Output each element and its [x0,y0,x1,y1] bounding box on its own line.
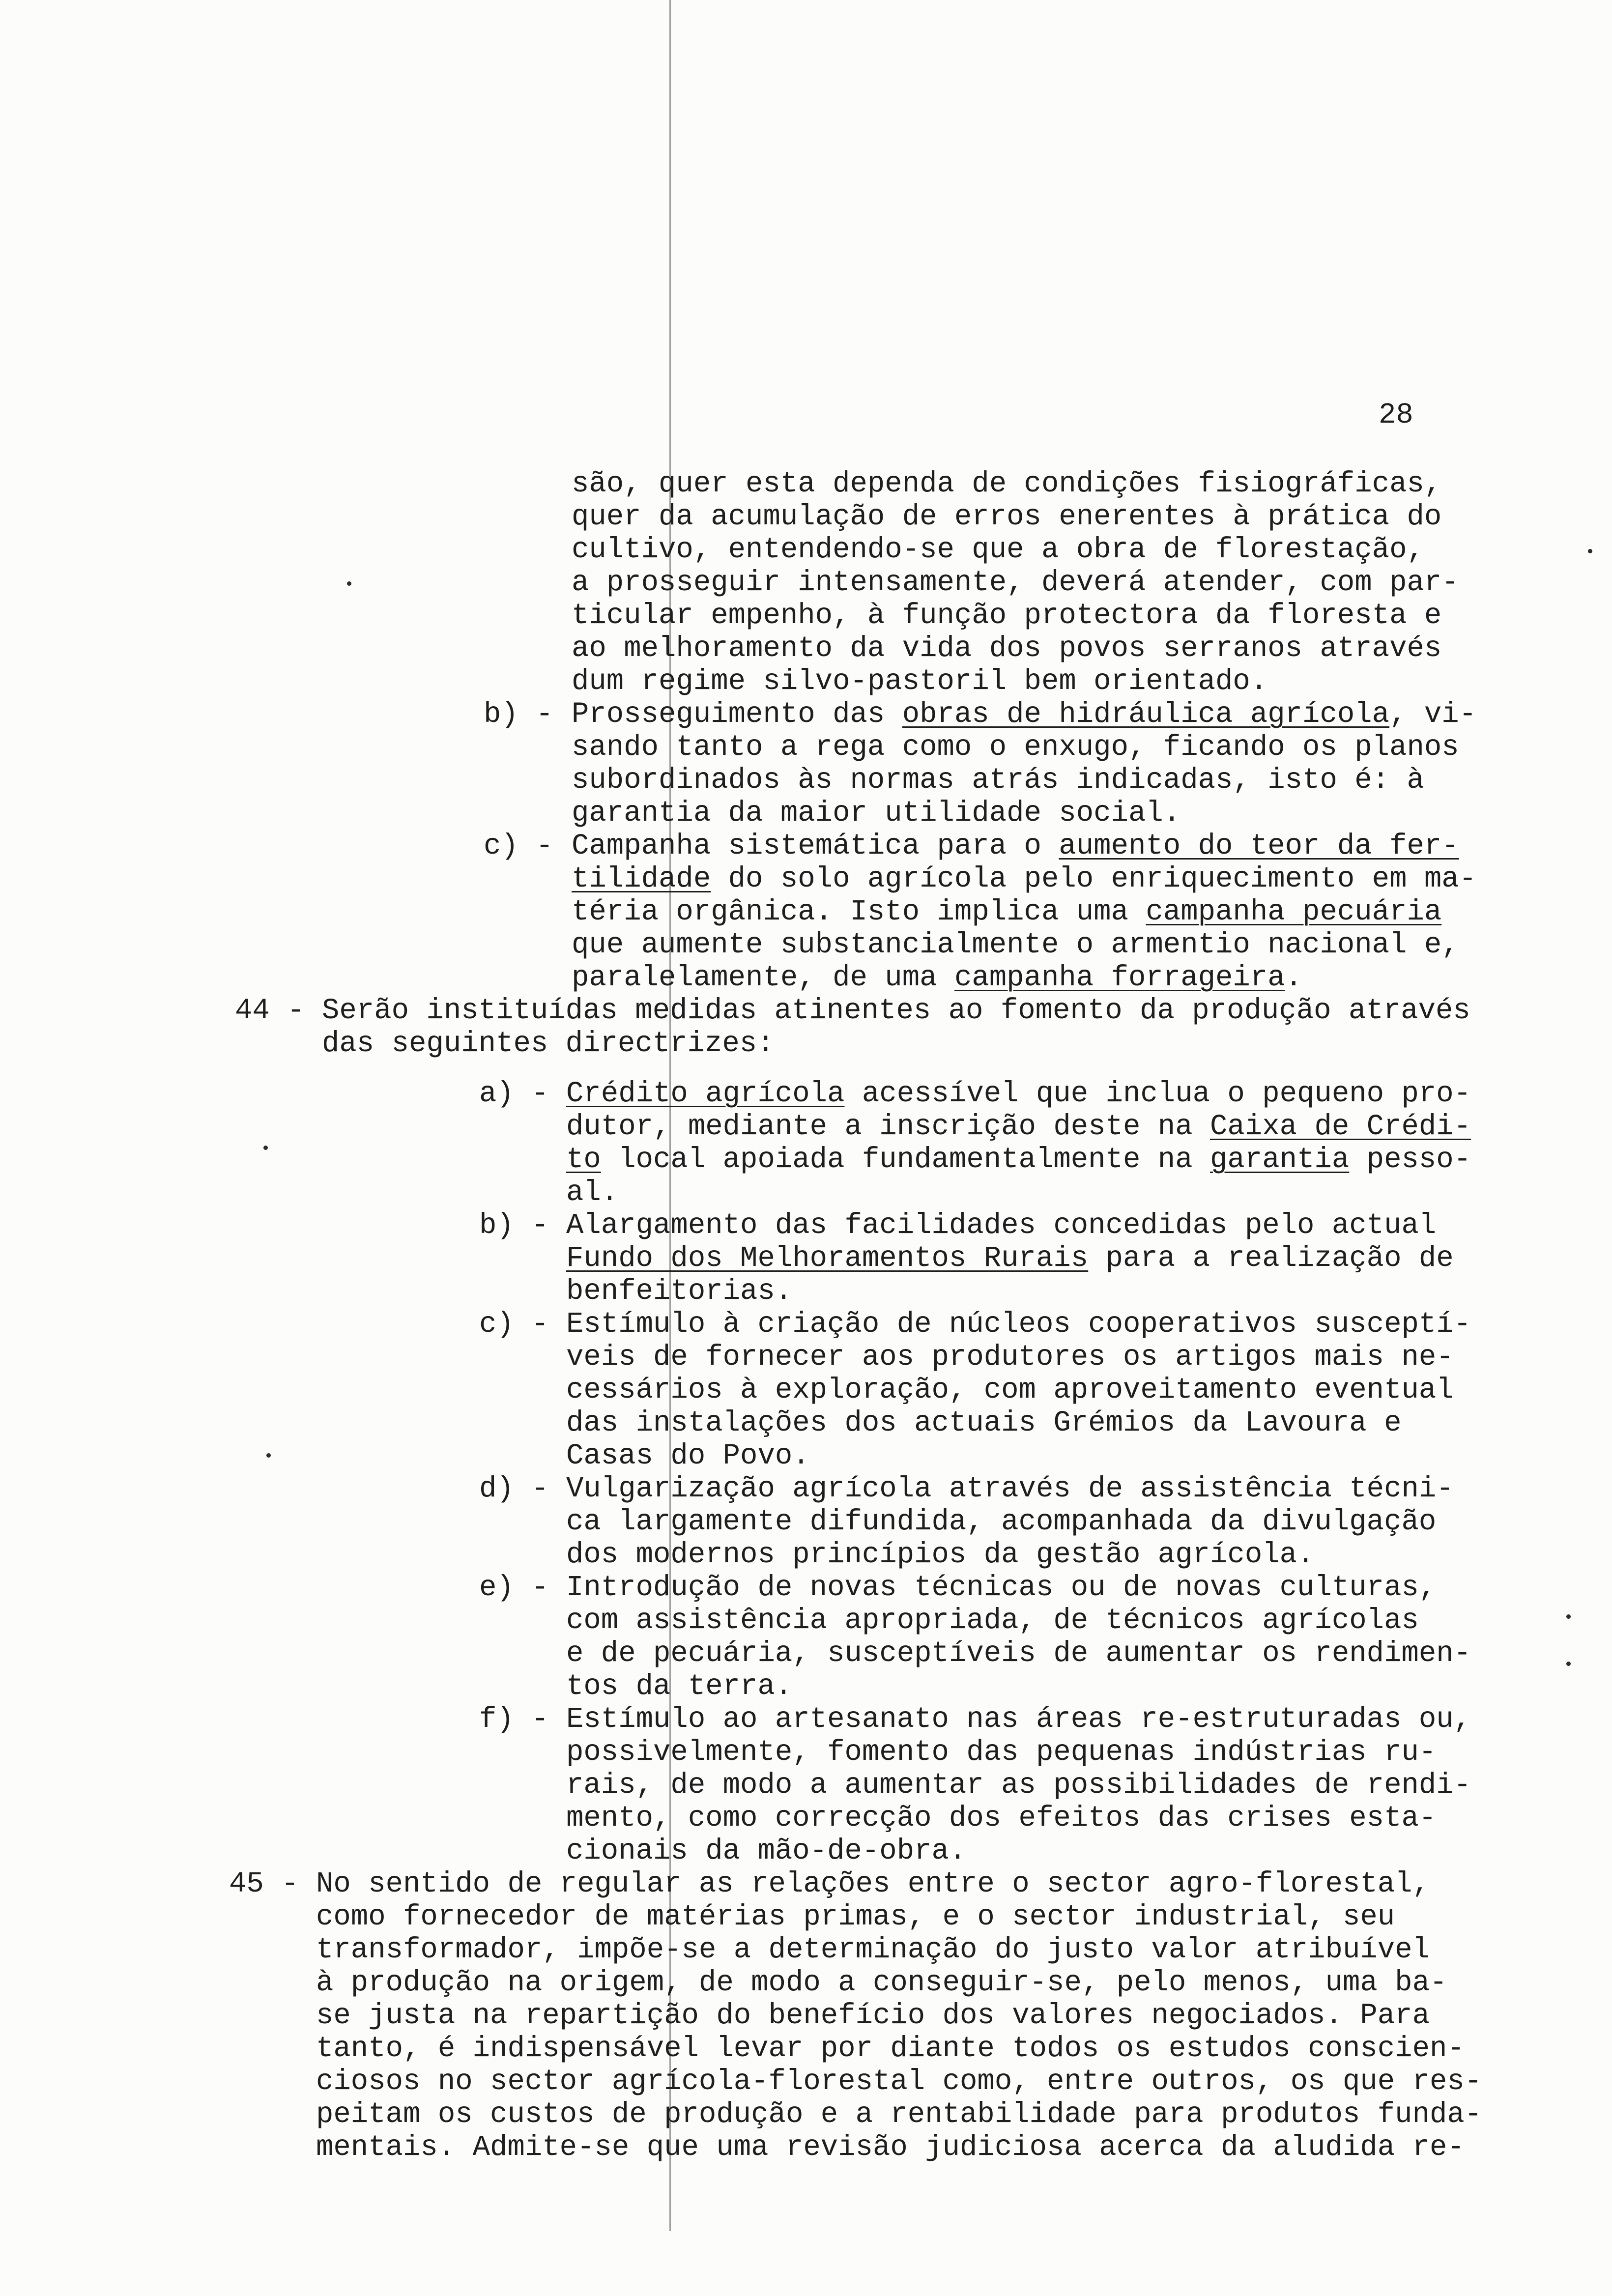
text-line [0,1933,1612,1966]
text-run: paralelamente, de uma [572,961,954,994]
text-line [0,1472,1612,1505]
text-run: , vi- [1389,698,1477,731]
text-line [0,2098,1612,2131]
line-text [316,2032,1465,2065]
text-line [0,1999,1612,2032]
text-line [0,1802,1612,1835]
line-text [566,1736,1436,1769]
text-run: pesso- [1349,1143,1471,1176]
item-label: a) - [479,1077,549,1110]
text-line [0,1769,1612,1802]
line-text [566,1802,1436,1835]
line-text [566,1703,1471,1736]
text-run: com assistência apropriada, de técnicos agrícolas [566,1604,1419,1637]
line-text [566,1209,1436,1242]
text-run: No sentido de regular as relações entre o sector agro-florestal, [316,1867,1430,1900]
line-text [566,1110,1471,1143]
line-text [566,1670,792,1703]
underlined-text: Fundo dos Melhoramentos Rurais [566,1242,1089,1275]
text-line [0,500,1612,533]
text-line [0,566,1612,599]
text-run: peitam os custos de produção e a rentabilidade para produtos funda- [316,2098,1482,2131]
text-run: ciosos no sector agrícola-florestal como, entre outros, os que res- [316,2065,1482,2098]
line-text [572,797,1180,830]
line-text [572,961,1302,994]
text-run: Vulgarização agrícola através de assistência técni- [566,1472,1454,1505]
text-run: dos modernos princípios da gestão agrícola. [566,1538,1315,1571]
line-text [316,1966,1447,1999]
text-line [0,632,1612,665]
text-line [0,698,1612,731]
item-label: f) - [479,1703,549,1736]
line-text [572,632,1441,665]
line-text [566,1308,1471,1341]
line-text [322,1027,775,1060]
text-run: tos da terra. [566,1670,793,1703]
text-line [0,1867,1612,1900]
text-run: cionais da mão-de-obra. [566,1835,967,1867]
line-text [572,862,1476,895]
line-text [572,731,1459,764]
text-run: Campanha sistemática para o [572,830,1059,862]
underlined-text: campanha forrageira [954,961,1285,994]
text-run: téria orgânica. Isto implica uma [572,895,1146,928]
page-number: 28 [1379,399,1413,431]
text-run: que aumente substancialmente o armentio nacional e, [572,928,1459,961]
line-text [572,500,1441,533]
text-run: cultivo, entendendo-se que a obra de florestação, [572,533,1424,566]
text-run: das instalações dos actuais Grémios da Lavoura e [566,1406,1402,1439]
text-run: do solo agrícola pelo enriquecimento em ma- [711,862,1477,895]
underlined-text: obras de hidráulica agrícola [902,698,1390,731]
text-line [0,1439,1612,1472]
underlined-text: Crédito agrícola [566,1077,845,1110]
text-run: Alargamento das facilidades concedidas pelo actual [566,1209,1437,1242]
line-text [566,1505,1436,1538]
text-line [0,1176,1612,1209]
text-line [0,1703,1612,1736]
text-line [0,1736,1612,1769]
line-text [566,1275,792,1308]
text-line [0,1505,1612,1538]
text-line [0,731,1612,764]
text-run: à produção na origem, de modo a conseguir-se, pelo menos, uma ba- [316,1966,1447,1999]
underlined-text: tilidade [572,862,711,895]
line-text [316,1999,1430,2032]
text-run: mentais. Admite-se que uma revisão judiciosa acerca da aludida re- [316,2131,1465,2164]
line-text [572,566,1459,599]
line-text [316,2065,1482,2098]
text-line [0,1538,1612,1571]
text-run: sando tanto a rega como o enxugo, ficando os planos [572,731,1459,764]
text-run: cessários à exploração, com aproveitamento eventual [566,1374,1454,1406]
text-line [0,665,1612,698]
line-text [566,1406,1401,1439]
text-run: Casas do Povo. [566,1439,810,1472]
text-run: das seguintes directrizes: [322,1027,775,1060]
text-line [0,1275,1612,1308]
text-line [0,1209,1612,1242]
paragraph-number: 45 - [229,1867,299,1900]
text-line [0,764,1612,797]
text-run: benfeitorias. [566,1275,793,1308]
line-text [566,1077,1471,1110]
text-run: quer da acumulação de erros enerentes à prática do [572,500,1442,533]
text-line [0,862,1612,895]
line-text [566,1341,1454,1374]
text-line [0,599,1612,632]
line-text [316,1900,1395,1933]
line-text [572,533,1424,566]
text-run: Estímulo à criação de núcleos cooperativos susceptí- [566,1308,1471,1341]
line-text [572,665,1267,698]
text-line [0,830,1612,862]
text-run: como fornecedor de matérias primas, e o sector industrial, seu [316,1900,1395,1933]
text-line [0,2032,1612,2065]
line-text [566,1538,1314,1571]
text-line [0,1835,1612,1867]
text-line [0,2131,1612,2164]
text-run: Prosseguimento das [572,698,902,731]
text-run: a prosseguir intensamente, deverá atender, com par- [572,566,1459,599]
text-line [0,1242,1612,1275]
line-text [316,1933,1430,1966]
text-line [0,1077,1612,1110]
underlined-text: campanha pecuária [1146,895,1442,928]
text-line [0,467,1612,500]
line-text [572,764,1424,797]
line-text [572,467,1441,500]
text-run: Introdução de novas técnicas ou de novas culturas, [566,1571,1437,1604]
text-line [0,928,1612,961]
text-run: para a realização de [1088,1242,1454,1275]
line-text [566,1769,1471,1802]
line-text [566,1835,966,1867]
text-line [0,1374,1612,1406]
line-text [566,1637,1471,1670]
text-line [0,1670,1612,1703]
text-line [0,1966,1612,1999]
line-text [572,698,1476,731]
text-line [0,994,1612,1027]
line-text [566,1242,1454,1275]
underlined-text: aumento do teor da fer- [1059,830,1459,862]
line-text [566,1374,1454,1406]
text-run: al. [566,1176,619,1209]
text-line [0,533,1612,566]
text-run: Estímulo ao artesanato nas áreas re-estruturadas ou, [566,1703,1471,1736]
line-text [572,895,1441,928]
line-text [316,2131,1465,2164]
line-text [566,1143,1471,1176]
document-body [0,467,1612,2168]
text-run: ca largamente difundida, acompanhada da divulgação [566,1505,1437,1538]
text-run: mento, como correcção dos efeitos das crises esta- [566,1802,1437,1835]
text-line [0,1341,1612,1374]
text-line [0,1143,1612,1176]
text-run: ticular empenho, à função protectora da floresta e [572,599,1442,632]
line-text [572,599,1441,632]
text-run: acessível que inclua o pequeno pro- [844,1077,1471,1110]
text-line [0,1604,1612,1637]
item-label: d) - [479,1472,549,1505]
text-run: dutor, mediante a inscrição deste na [566,1110,1210,1143]
item-label: c) - [484,830,553,862]
underlined-text: garantia [1210,1143,1350,1176]
text-line [0,1406,1612,1439]
line-text [566,1604,1419,1637]
text-run: dum regime silvo-pastoril bem orientado. [572,665,1268,698]
item-label: e) - [479,1571,549,1604]
text-line [0,1110,1612,1143]
text-run: garantia da maior utilidade social. [572,797,1181,830]
line-text [322,994,1470,1027]
text-line [0,1571,1612,1604]
line-text [566,1176,618,1209]
paragraph-number: 44 - [235,994,305,1027]
text-line [0,1308,1612,1341]
line-text [572,928,1459,961]
line-text [566,1472,1454,1505]
text-run: Serão instituídas medidas atinentes ao fomento da produção através [322,994,1470,1027]
text-run: tanto, é indispensável levar por diante todos os estudos conscien- [316,2032,1465,2065]
text-line [0,895,1612,928]
text-line [0,1637,1612,1670]
item-label: b) - [479,1209,549,1242]
text-run: rais, de modo a aumentar as possibilidades de rendi- [566,1769,1471,1802]
item-label: c) - [479,1308,549,1341]
text-line [0,961,1612,994]
text-line [0,797,1612,830]
text-run: transformador, impõe-se a determinação do justo valor atribuível [316,1933,1430,1966]
text-run: ao melhoramento da vida dos povos serranos através [572,632,1442,665]
text-run: se justa na repartição do benefício dos valores negociados. Para [316,1999,1430,2032]
text-run: local apoiada fundamentalmente na [601,1143,1210,1176]
text-run: possivelmente, fomento das pequenas indústrias ru- [566,1736,1437,1769]
text-run: são, quer esta dependa de condições fisiográficas, [572,467,1442,500]
text-run: subordinados às normas atrás indicadas, isto é: à [572,764,1424,797]
item-label: b) - [484,698,553,731]
underlined-text: Caixa de Crédi- [1210,1110,1471,1143]
line-text [566,1571,1436,1604]
line-text [316,1867,1430,1900]
text-line [0,1027,1612,1060]
underlined-text: to [566,1143,601,1176]
line-text [566,1439,810,1472]
text-run: veis de fornecer aos produtores os artigos mais ne- [566,1341,1454,1374]
line-text [316,2098,1482,2131]
text-line [0,2065,1612,2098]
text-run: . [1285,961,1303,994]
line-text [572,830,1459,862]
text-run: e de pecuária, susceptíveis de aumentar os rendimen- [566,1637,1471,1670]
text-line [0,1900,1612,1933]
